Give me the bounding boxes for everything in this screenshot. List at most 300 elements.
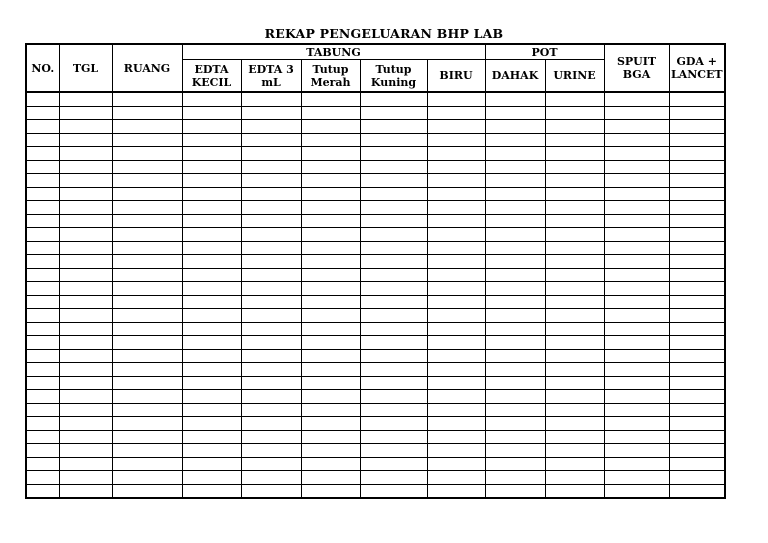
table-cell (669, 106, 725, 120)
table-cell (59, 403, 112, 417)
table-cell (427, 147, 485, 161)
table-cell (427, 309, 485, 323)
table-cell (182, 187, 241, 201)
table-cell (545, 147, 604, 161)
table-cell (241, 322, 301, 336)
table-cell (545, 484, 604, 498)
table-cell (485, 228, 545, 242)
table-cell (241, 457, 301, 471)
table-cell (485, 376, 545, 390)
table-cell (241, 444, 301, 458)
table-cell (545, 92, 604, 106)
table-cell (604, 160, 669, 174)
table-cell (182, 471, 241, 485)
table-cell (485, 133, 545, 147)
table-row (26, 309, 725, 323)
table-cell (26, 92, 59, 106)
table-cell (59, 147, 112, 161)
table-cell (485, 471, 545, 485)
table-cell (360, 174, 427, 188)
table-cell (485, 390, 545, 404)
table-cell (241, 147, 301, 161)
table-cell (545, 241, 604, 255)
table-cell (301, 444, 360, 458)
table-cell (360, 187, 427, 201)
table-cell (241, 471, 301, 485)
table-cell (485, 147, 545, 161)
table-cell (360, 336, 427, 350)
table-cell (360, 403, 427, 417)
table-cell (182, 174, 241, 188)
table-cell (545, 133, 604, 147)
table-cell (669, 201, 725, 215)
table-cell (301, 228, 360, 242)
table-cell (485, 120, 545, 134)
table-cell (427, 187, 485, 201)
table-row (26, 187, 725, 201)
table-cell (59, 255, 112, 269)
table-cell (182, 147, 241, 161)
page-title: REKAP PENGELUARAN BHP LAB (264, 26, 504, 41)
table-cell (59, 214, 112, 228)
table-cell (112, 295, 182, 309)
table-cell (427, 349, 485, 363)
table-cell (604, 444, 669, 458)
table-cell (112, 160, 182, 174)
table-row (26, 444, 725, 458)
table-cell (485, 349, 545, 363)
table-row (26, 214, 725, 228)
table-cell (26, 444, 59, 458)
table-cell (59, 92, 112, 106)
table-cell (241, 390, 301, 404)
table-row (26, 457, 725, 471)
table-row (26, 268, 725, 282)
table-cell (427, 241, 485, 255)
table-cell (669, 336, 725, 350)
table-cell (59, 309, 112, 323)
table-cell (545, 201, 604, 215)
table-row (26, 147, 725, 161)
table-cell (360, 390, 427, 404)
table-cell (301, 268, 360, 282)
table-cell (427, 390, 485, 404)
table-cell (112, 282, 182, 296)
table-body (26, 92, 725, 498)
table-cell (59, 241, 112, 255)
table-cell (112, 430, 182, 444)
table-cell (59, 484, 112, 498)
table-cell (301, 484, 360, 498)
table-cell (301, 133, 360, 147)
table-cell (485, 444, 545, 458)
table-row (26, 390, 725, 404)
table-cell (26, 403, 59, 417)
table-cell (59, 444, 112, 458)
table-cell (26, 322, 59, 336)
table-cell (360, 295, 427, 309)
table-cell (112, 403, 182, 417)
table-cell (241, 174, 301, 188)
table-cell (241, 120, 301, 134)
table-cell (241, 295, 301, 309)
table-cell (545, 187, 604, 201)
table-cell (669, 376, 725, 390)
table-cell (360, 133, 427, 147)
table-cell (360, 444, 427, 458)
table-cell (59, 390, 112, 404)
table-cell (26, 363, 59, 377)
table-cell (241, 201, 301, 215)
table-cell (545, 322, 604, 336)
table-cell (604, 106, 669, 120)
table-cell (182, 309, 241, 323)
table-cell (360, 376, 427, 390)
table-cell (427, 282, 485, 296)
table-cell (545, 363, 604, 377)
table-cell (301, 457, 360, 471)
table-cell (301, 214, 360, 228)
table-cell (604, 295, 669, 309)
table-cell (301, 187, 360, 201)
table-cell (427, 336, 485, 350)
table-cell (669, 255, 725, 269)
table-cell (59, 363, 112, 377)
table-cell (669, 322, 725, 336)
table-cell (182, 295, 241, 309)
table-cell (360, 484, 427, 498)
table-cell (427, 363, 485, 377)
col-group-tabung: TABUNG (182, 44, 485, 60)
table-cell (360, 92, 427, 106)
table-cell (360, 106, 427, 120)
table-cell (360, 349, 427, 363)
table-cell (241, 309, 301, 323)
table-cell (604, 241, 669, 255)
table-cell (485, 268, 545, 282)
table-cell (241, 417, 301, 431)
table-cell (427, 444, 485, 458)
table-cell (26, 214, 59, 228)
table-cell (545, 268, 604, 282)
table-cell (669, 363, 725, 377)
table-cell (112, 187, 182, 201)
table-cell (427, 417, 485, 431)
table-row (26, 133, 725, 147)
table-cell (485, 484, 545, 498)
table-cell (112, 471, 182, 485)
table-cell (485, 255, 545, 269)
table-cell (669, 295, 725, 309)
table-cell (545, 160, 604, 174)
table-cell (485, 457, 545, 471)
table-cell (182, 133, 241, 147)
table-cell (301, 322, 360, 336)
table-cell (59, 322, 112, 336)
table-cell (427, 174, 485, 188)
table-cell (241, 336, 301, 350)
table-cell (182, 201, 241, 215)
table-cell (360, 268, 427, 282)
table-cell (427, 376, 485, 390)
table-cell (301, 120, 360, 134)
table-cell (241, 255, 301, 269)
table-cell (485, 295, 545, 309)
table-cell (59, 349, 112, 363)
col-header-edta-kecil: EDTA KECIL (182, 60, 241, 93)
table-cell (545, 457, 604, 471)
table-cell (26, 295, 59, 309)
table-cell (301, 403, 360, 417)
table-cell (545, 444, 604, 458)
table-cell (112, 309, 182, 323)
col-header-gda-lancet: GDA + LANCET (669, 44, 725, 92)
table-cell (545, 376, 604, 390)
table-cell (669, 268, 725, 282)
table-cell (604, 282, 669, 296)
table-cell (241, 187, 301, 201)
table-cell (604, 336, 669, 350)
table-cell (26, 430, 59, 444)
col-header-no: NO. (26, 44, 59, 92)
table-cell (112, 201, 182, 215)
table-cell (604, 471, 669, 485)
table-cell (427, 484, 485, 498)
table-cell (427, 255, 485, 269)
table-cell (182, 282, 241, 296)
table-cell (59, 376, 112, 390)
table-cell (427, 322, 485, 336)
table-cell (26, 133, 59, 147)
table-cell (301, 92, 360, 106)
table-cell (182, 92, 241, 106)
table-cell (59, 457, 112, 471)
table-cell (26, 457, 59, 471)
table-cell (182, 228, 241, 242)
table-cell (301, 309, 360, 323)
table-cell (485, 187, 545, 201)
table-cell (112, 417, 182, 431)
table-row (26, 92, 725, 106)
table-row (26, 349, 725, 363)
table-cell (427, 160, 485, 174)
table-cell (26, 417, 59, 431)
table-cell (604, 457, 669, 471)
table-cell (360, 322, 427, 336)
table-cell (545, 120, 604, 134)
table-cell (112, 484, 182, 498)
header-group-row (26, 44, 725, 60)
table-cell (112, 174, 182, 188)
table-cell (26, 336, 59, 350)
table-cell (669, 403, 725, 417)
table-cell (112, 363, 182, 377)
table-cell (241, 133, 301, 147)
table-cell (182, 430, 241, 444)
table-cell (545, 214, 604, 228)
table-cell (26, 309, 59, 323)
table-cell (112, 255, 182, 269)
table-cell (26, 390, 59, 404)
table-cell (59, 106, 112, 120)
table-cell (669, 214, 725, 228)
table-cell (26, 187, 59, 201)
table-cell (241, 349, 301, 363)
table-cell (182, 363, 241, 377)
table-row (26, 282, 725, 296)
table-cell (485, 282, 545, 296)
table-row (26, 160, 725, 174)
table-row (26, 201, 725, 215)
table-cell (485, 201, 545, 215)
table-cell (59, 120, 112, 134)
table-cell (604, 349, 669, 363)
table-cell (182, 241, 241, 255)
table-cell (360, 228, 427, 242)
table-cell (669, 349, 725, 363)
table-cell (604, 484, 669, 498)
table-cell (427, 228, 485, 242)
table-cell (59, 174, 112, 188)
table-cell (604, 201, 669, 215)
col-header-dahak: DAHAK (485, 60, 545, 93)
table-cell (241, 403, 301, 417)
table-row (26, 336, 725, 350)
table-cell (360, 417, 427, 431)
table-cell (26, 174, 59, 188)
table-cell (669, 174, 725, 188)
table-row (26, 417, 725, 431)
table-row (26, 376, 725, 390)
table-cell (241, 430, 301, 444)
table-cell (485, 92, 545, 106)
table-cell (604, 363, 669, 377)
table-cell (301, 390, 360, 404)
table-cell (604, 322, 669, 336)
table-cell (26, 120, 59, 134)
table-cell (427, 403, 485, 417)
table-cell (604, 430, 669, 444)
table-cell (427, 430, 485, 444)
table-cell (360, 120, 427, 134)
table-cell (360, 457, 427, 471)
table-cell (26, 349, 59, 363)
table-cell (360, 309, 427, 323)
table-cell (485, 322, 545, 336)
table-cell (301, 255, 360, 269)
table-cell (669, 390, 725, 404)
table-row (26, 255, 725, 269)
table-cell (669, 457, 725, 471)
table-cell (669, 228, 725, 242)
table-cell (604, 133, 669, 147)
table-cell (112, 106, 182, 120)
table-cell (545, 228, 604, 242)
table-cell (360, 160, 427, 174)
table-cell (241, 363, 301, 377)
table-cell (427, 106, 485, 120)
table-cell (301, 174, 360, 188)
col-group-pot: POT (485, 44, 604, 60)
table-cell (59, 133, 112, 147)
table-cell (112, 147, 182, 161)
table-cell (182, 322, 241, 336)
table-cell (59, 201, 112, 215)
table-cell (182, 349, 241, 363)
table-cell (182, 255, 241, 269)
table-cell (182, 457, 241, 471)
table-cell (604, 390, 669, 404)
table-cell (604, 214, 669, 228)
table-cell (112, 349, 182, 363)
table-row (26, 430, 725, 444)
table-cell (669, 133, 725, 147)
table-cell (485, 403, 545, 417)
table-row (26, 228, 725, 242)
table-cell (427, 471, 485, 485)
table-cell (26, 160, 59, 174)
table-cell (301, 147, 360, 161)
table-cell (59, 417, 112, 431)
table-cell (26, 147, 59, 161)
table-cell (59, 282, 112, 296)
table-cell (669, 187, 725, 201)
table-cell (59, 295, 112, 309)
table-cell (241, 268, 301, 282)
table-cell (301, 241, 360, 255)
table-row (26, 403, 725, 417)
table-cell (485, 241, 545, 255)
col-header-edta-3ml: EDTA 3 mL (241, 60, 301, 93)
table-cell (59, 228, 112, 242)
table-cell (360, 241, 427, 255)
table-cell (112, 214, 182, 228)
table-cell (485, 430, 545, 444)
table-cell (485, 160, 545, 174)
table-cell (182, 444, 241, 458)
table-cell (241, 484, 301, 498)
table-cell (301, 160, 360, 174)
table-cell (545, 390, 604, 404)
table-row (26, 322, 725, 336)
table-cell (182, 268, 241, 282)
table-cell (360, 471, 427, 485)
table-cell (182, 390, 241, 404)
table-cell (112, 228, 182, 242)
table-cell (669, 309, 725, 323)
table-cell (182, 336, 241, 350)
table-cell (59, 187, 112, 201)
col-header-spuit-bga: SPUIT BGA (604, 44, 669, 92)
table-cell (301, 201, 360, 215)
table-cell (669, 417, 725, 431)
table-cell (301, 106, 360, 120)
table-cell (604, 255, 669, 269)
table-cell (301, 282, 360, 296)
table-cell (669, 282, 725, 296)
table-cell (485, 363, 545, 377)
table-cell (26, 471, 59, 485)
table-cell (301, 363, 360, 377)
table-cell (112, 120, 182, 134)
table-cell (485, 417, 545, 431)
table-row (26, 363, 725, 377)
table-cell (112, 376, 182, 390)
table-cell (360, 282, 427, 296)
table-row (26, 484, 725, 498)
table-cell (241, 282, 301, 296)
table-cell (604, 92, 669, 106)
